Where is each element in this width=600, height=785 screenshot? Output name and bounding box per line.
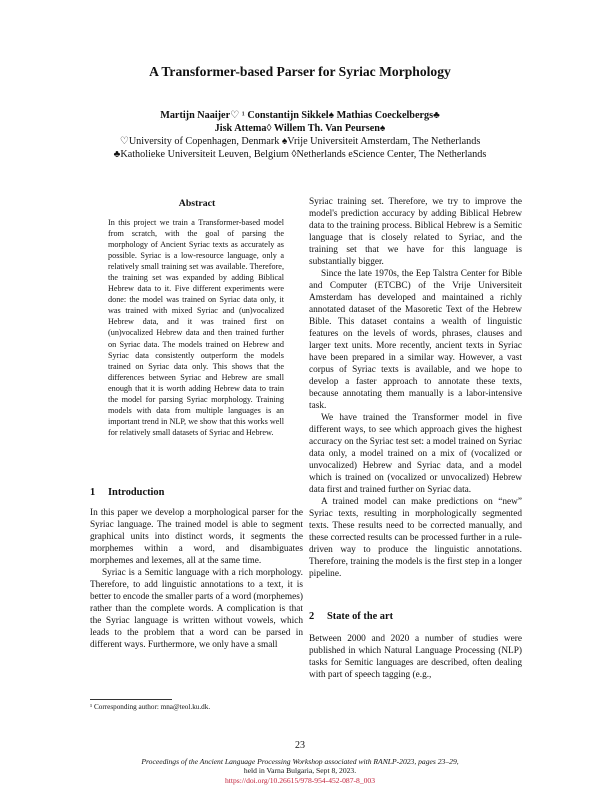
- proceedings-line: held in Varna Bulgaria, Sept 8, 2023.: [243, 766, 357, 776]
- author-name: Constantijn Sikkel: [247, 110, 329, 121]
- section-title: Introduction: [108, 487, 165, 498]
- affiliation-line: ♡University of Copenhagen, Denmark ♠Vrije Universiteit Amsterdam, The Netherlands: [119, 136, 481, 147]
- abstract-text: In this project we train a Transformer-based model from scratch, with the goal of parsing the morphology of Ancient Syriac texts as accurately as possible. Syriac is a low-resource language, only a relatively small training set was available. Therefore, the training set was expanded by adding Biblical Hebrew data to it. Five different experiments were done: the model was trained on Syriac data only, it was trained with mixed Syriac and (un)vocalized Hebrew data, and it was trained first on (un)vocalized Hebrew data and then trained further on Syriac data. The models trained on Hebrew and Syriac data consistently outperform the models trained on Syriac data only. This shows that the differences between Syriac and Hebrew are small enough that it is worth adding Hebrew data to train the model for parsing Syriac morphology. Training models with data from multiple languages is an important trend in NLP, we show that this works well for relatively small datasets of Syriac and Hebrew.: [108, 218, 284, 437]
- paragraph: Since the late 1970s, the Eep Talstra Center for Bible and Computer (ETCBC) of the Vrije Universiteit Amsterdam has developed and maintained a richly annotated dataset of the Masoretic Text of the Hebrew Bible. This dataset contains a wealth of linguistic features on the levels of words, phrases, clauses and larger text units. More recently, ancient texts in Syriac have been prepared in a similar way. However, a vast corpus of Syriac texts is available, and we hope to develop a faster approach to annotate these texts, because annotating them manually is a labor-intensive task.: [309, 269, 522, 412]
- right-column-body: [309, 196, 522, 581]
- author-name: Willem Th. Van Peursen: [273, 123, 380, 135]
- author-name: Martijn Naaijer: [160, 110, 231, 121]
- affiliations: [0, 135, 600, 162]
- proceedings-footer: [0, 757, 600, 785]
- author-name: Mathias Coeckelbergs: [336, 110, 434, 121]
- affiliation-mark: ♣: [433, 110, 440, 121]
- affiliation-mark: ♠: [379, 123, 386, 135]
- section-number: 1: [90, 487, 96, 498]
- paragraph: A trained model can make predictions on “new” Syriac texts, resulting in morphologically segmented texts. These results need to be corrected manually, and these corrected results can be processed further in a rule-driven way to produce the linguistic annotations. Therefore, training the models is the first step in a longer pipeline.: [309, 497, 522, 580]
- doi-link[interactable]: https://doi.org/10.26615/978-954-452-087-8_003: [224, 775, 376, 785]
- section-number: 2: [309, 611, 315, 622]
- author-list: [0, 109, 600, 136]
- state-of-art-body: [309, 633, 522, 681]
- footnote: ¹ Corresponding author: mna@teol.ku.dk.: [90, 703, 211, 711]
- abstract-body: [108, 217, 284, 438]
- section-heading-introduction: [90, 487, 164, 498]
- footnote-divider: [90, 699, 172, 700]
- abstract-heading: Abstract: [178, 198, 216, 209]
- section-heading-state-of-the-art: [309, 611, 393, 622]
- paragraph: In this paper we develop a morphological parser for the Syriac language. The trained model is able to segment graphical units into distinct words, it segments the morphemes within a word, and disambiguates morphemes and lexemes, all at the same time.: [90, 508, 303, 567]
- introduction-body: [90, 507, 303, 651]
- affiliation-mark: ♡ ¹: [230, 110, 245, 121]
- paragraph: We have trained the Transformer model in five different ways, to see which approach gives the highest accuracy on the Syriac test set: a model trained on Syriac data only, a model trained on a mix of (vocalized or unvocalized) Hebrew and Syriac data, and a model which is trained on (vocalized or unvocalized) Hebrew data first and trained further on Syriac data.: [309, 413, 522, 496]
- paragraph: Syriac training set. Therefore, we try to improve the model's prediction accuracy by adding Biblical Hebrew data to the training process. Biblical Hebrew is a Semitic language that is closely related to Syriac, and the training set that we have for this language is substantially bigger.: [309, 197, 522, 268]
- paper-title: A Transformer-based Parser for Syriac Morphology: [149, 64, 451, 79]
- section-title: State of the art: [327, 611, 394, 622]
- author-line-1: [0, 109, 600, 122]
- proceedings-line: Proceedings of the Ancient Language Processing Workshop associated with RANLP-2023, pages 23–29,: [141, 757, 459, 766]
- affiliation-line: ♣Katholieke Universiteit Leuven, Belgium ◊Netherlands eScience Center, The Netherlands: [113, 149, 487, 161]
- affiliation-mark: ◊: [266, 123, 272, 135]
- author-name: Jisk Attema: [214, 123, 267, 135]
- paragraph: Syriac is a Semitic language with a rich morphology. Therefore, to add linguistic annotations to a text, it is better to encode the smaller parts of a word (morphemes) rather than the complete words. A complication is that the Syriac language is written without vowels, which leads to the problem that a word can be parsed in different ways. Furthermore, we only have a small: [90, 568, 303, 651]
- page-number: 23: [295, 740, 305, 751]
- author-line-2: [0, 122, 600, 135]
- paragraph: Between 2000 and 2020 a number of studies were published in which Natural Language Processing (NLP) tasks for Semitic languages are described, often dealing with part of speech tagging (e.g.,: [309, 634, 522, 681]
- affiliation-mark: ♠: [328, 110, 335, 121]
